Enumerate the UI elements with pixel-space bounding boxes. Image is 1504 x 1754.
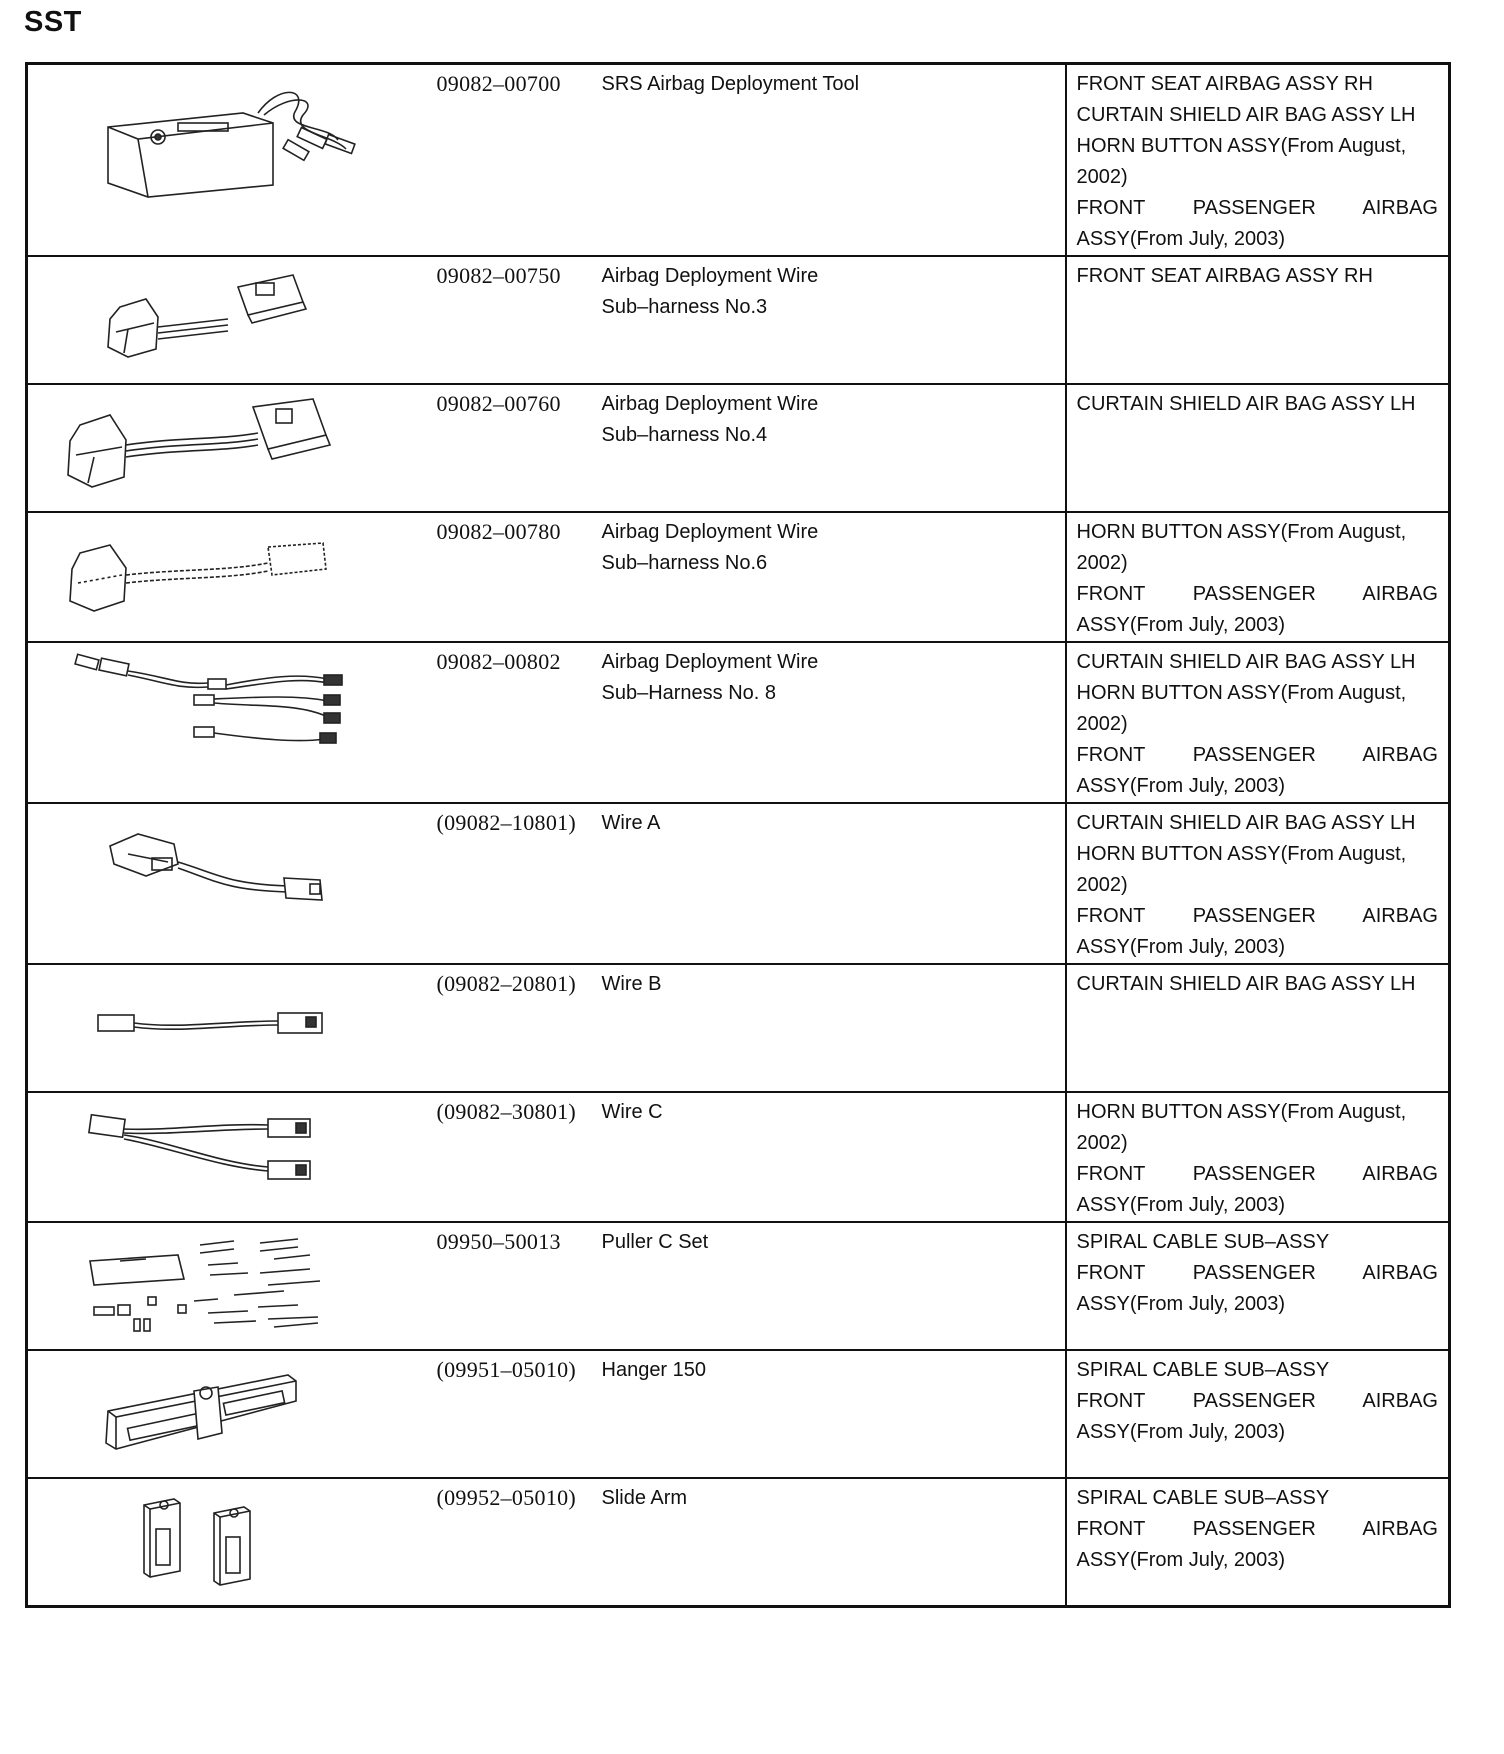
tool-name-line: Sub–harness No.4 bbox=[601, 424, 768, 446]
applicable-part-line: FRONT PASSENGER AIRBAG bbox=[1076, 1518, 1438, 1540]
tool-name bbox=[602, 1478, 1066, 1606]
tool-name bbox=[602, 964, 1066, 1092]
wire-b-icon bbox=[28, 965, 428, 1090]
part-number: 09082–00750 bbox=[427, 256, 602, 384]
tool-illustration bbox=[27, 256, 427, 384]
applicable-part-line: 2002) bbox=[1076, 1132, 1128, 1154]
part-number: 09082–00780 bbox=[427, 512, 602, 642]
puller-c-set-icon bbox=[28, 1223, 428, 1353]
applicable-parts bbox=[1066, 1092, 1450, 1222]
applicable-parts bbox=[1066, 512, 1450, 642]
tool-illustration bbox=[27, 512, 427, 642]
applicable-part-line: ASSY(From July, 2003) bbox=[1076, 1549, 1286, 1571]
applicable-part-line: FRONT PASSENGER AIRBAG bbox=[1076, 905, 1438, 927]
applicable-part-line: FRONT SEAT AIRBAG ASSY RH bbox=[1076, 265, 1373, 287]
sst-row bbox=[27, 384, 1450, 512]
tool-name-line: Wire A bbox=[601, 812, 661, 834]
applicable-part-line: FRONT PASSENGER AIRBAG bbox=[1076, 1262, 1438, 1284]
applicable-parts bbox=[1066, 1222, 1450, 1350]
applicable-part-line: FRONT PASSENGER AIRBAG bbox=[1076, 1390, 1438, 1412]
sst-table bbox=[25, 62, 1451, 1608]
part-number: (09082–20801) bbox=[427, 964, 602, 1092]
sub-harness-8-icon bbox=[28, 643, 428, 793]
tool-illustration bbox=[27, 803, 427, 964]
tool-name-line: Hanger 150 bbox=[601, 1359, 707, 1381]
part-number: 09082–00802 bbox=[427, 642, 602, 803]
part-number: 09082–00760 bbox=[427, 384, 602, 512]
applicable-part-line: ASSY(From July, 2003) bbox=[1076, 775, 1286, 797]
sub-harness-3-icon bbox=[28, 257, 428, 397]
tool-illustration bbox=[27, 1092, 427, 1222]
applicable-part-line: HORN BUTTON ASSY(From August, bbox=[1076, 843, 1407, 865]
tool-name bbox=[602, 64, 1066, 257]
applicable-part-line: FRONT PASSENGER AIRBAG bbox=[1076, 1163, 1438, 1185]
applicable-part-line: ASSY(From July, 2003) bbox=[1076, 1293, 1286, 1315]
part-number: (09952–05010) bbox=[427, 1478, 602, 1606]
applicable-parts bbox=[1066, 256, 1450, 384]
tool-illustration bbox=[27, 64, 427, 257]
applicable-part-line: CURTAIN SHIELD AIR BAG ASSY LH bbox=[1076, 812, 1416, 834]
tool-name bbox=[602, 512, 1066, 642]
applicable-part-line: HORN BUTTON ASSY(From August, bbox=[1076, 521, 1407, 543]
tool-name-line: Airbag Deployment Wire bbox=[601, 393, 819, 415]
tool-name bbox=[602, 1092, 1066, 1222]
applicable-part-line: 2002) bbox=[1076, 552, 1128, 574]
tool-name bbox=[602, 1350, 1066, 1478]
applicable-part-line: ASSY(From July, 2003) bbox=[1076, 614, 1286, 636]
applicable-parts bbox=[1066, 384, 1450, 512]
tool-illustration bbox=[27, 384, 427, 512]
tool-name-line: Sub–harness No.3 bbox=[601, 296, 768, 318]
tool-name-line: Airbag Deployment Wire bbox=[601, 521, 819, 543]
applicable-part-line: ASSY(From July, 2003) bbox=[1076, 228, 1286, 250]
sst-row bbox=[27, 256, 1450, 384]
applicable-part-line: CURTAIN SHIELD AIR BAG ASSY LH bbox=[1076, 104, 1416, 126]
deployment-tool-box-icon bbox=[28, 65, 428, 260]
sst-row bbox=[27, 642, 1450, 803]
tool-name-line: Airbag Deployment Wire bbox=[601, 265, 819, 287]
applicable-part-line: SPIRAL CABLE SUB–ASSY bbox=[1076, 1359, 1330, 1381]
applicable-part-line: 2002) bbox=[1076, 874, 1128, 896]
applicable-part-line: ASSY(From July, 2003) bbox=[1076, 1194, 1286, 1216]
sst-row bbox=[27, 1092, 1450, 1222]
tool-illustration bbox=[27, 1478, 427, 1606]
applicable-parts bbox=[1066, 1350, 1450, 1478]
sub-harness-4-icon bbox=[28, 385, 428, 525]
sub-harness-6-icon bbox=[28, 513, 428, 653]
tool-illustration bbox=[27, 642, 427, 803]
tool-name bbox=[602, 642, 1066, 803]
tool-name-line: Sub–harness No.6 bbox=[601, 552, 768, 574]
applicable-parts bbox=[1066, 64, 1450, 257]
applicable-parts bbox=[1066, 803, 1450, 964]
slide-arm-icon bbox=[28, 1479, 428, 1614]
tool-name-line: SRS Airbag Deployment Tool bbox=[601, 73, 860, 95]
sst-row bbox=[27, 1350, 1450, 1478]
applicable-part-line: CURTAIN SHIELD AIR BAG ASSY LH bbox=[1076, 393, 1416, 415]
applicable-part-line: CURTAIN SHIELD AIR BAG ASSY LH bbox=[1076, 973, 1416, 995]
applicable-part-line: FRONT PASSENGER AIRBAG bbox=[1076, 197, 1438, 219]
tool-name-line: Wire B bbox=[601, 973, 662, 995]
part-number: (09951–05010) bbox=[427, 1350, 602, 1478]
applicable-part-line: CURTAIN SHIELD AIR BAG ASSY LH bbox=[1076, 651, 1416, 673]
applicable-parts bbox=[1066, 642, 1450, 803]
applicable-part-line: ASSY(From July, 2003) bbox=[1076, 1421, 1286, 1443]
applicable-part-line: SPIRAL CABLE SUB–ASSY bbox=[1076, 1231, 1330, 1253]
tool-name bbox=[602, 1222, 1066, 1350]
page-title: SST bbox=[24, 6, 82, 38]
applicable-part-line: ASSY(From July, 2003) bbox=[1076, 936, 1286, 958]
part-number: (09082–10801) bbox=[427, 803, 602, 964]
applicable-parts bbox=[1066, 1478, 1450, 1606]
tool-illustration bbox=[27, 1350, 427, 1478]
applicable-parts bbox=[1066, 964, 1450, 1092]
sst-row bbox=[27, 803, 1450, 964]
applicable-part-line: HORN BUTTON ASSY(From August, bbox=[1076, 682, 1407, 704]
applicable-part-line: FRONT PASSENGER AIRBAG bbox=[1076, 744, 1438, 766]
tool-name-line: Wire C bbox=[601, 1101, 663, 1123]
tool-name-line: Slide Arm bbox=[601, 1487, 688, 1509]
applicable-part-line: 2002) bbox=[1076, 166, 1128, 188]
wire-a-icon bbox=[28, 804, 428, 949]
hanger-150-icon bbox=[28, 1351, 428, 1481]
sst-row bbox=[27, 1222, 1450, 1350]
applicable-part-line: 2002) bbox=[1076, 713, 1128, 735]
tool-illustration bbox=[27, 1222, 427, 1350]
part-number: 09082–00700 bbox=[427, 64, 602, 257]
tool-name bbox=[602, 803, 1066, 964]
sst-row bbox=[27, 64, 1450, 257]
sst-row bbox=[27, 512, 1450, 642]
wire-c-icon bbox=[28, 1093, 428, 1218]
applicable-part-line: SPIRAL CABLE SUB–ASSY bbox=[1076, 1487, 1330, 1509]
part-number: (09082–30801) bbox=[427, 1092, 602, 1222]
sst-row bbox=[27, 964, 1450, 1092]
tool-name-line: Airbag Deployment Wire bbox=[601, 651, 819, 673]
tool-name bbox=[602, 384, 1066, 512]
applicable-part-line: FRONT SEAT AIRBAG ASSY RH bbox=[1076, 73, 1373, 95]
tool-name-line: Sub–Harness No. 8 bbox=[601, 682, 777, 704]
tool-illustration bbox=[27, 964, 427, 1092]
part-number: 09950–50013 bbox=[427, 1222, 602, 1350]
applicable-part-line: HORN BUTTON ASSY(From August, bbox=[1076, 135, 1407, 157]
applicable-part-line: HORN BUTTON ASSY(From August, bbox=[1076, 1101, 1407, 1123]
applicable-part-line: FRONT PASSENGER AIRBAG bbox=[1076, 583, 1438, 605]
tool-name bbox=[602, 256, 1066, 384]
tool-name-line: Puller C Set bbox=[601, 1231, 709, 1253]
sst-row bbox=[27, 1478, 1450, 1606]
